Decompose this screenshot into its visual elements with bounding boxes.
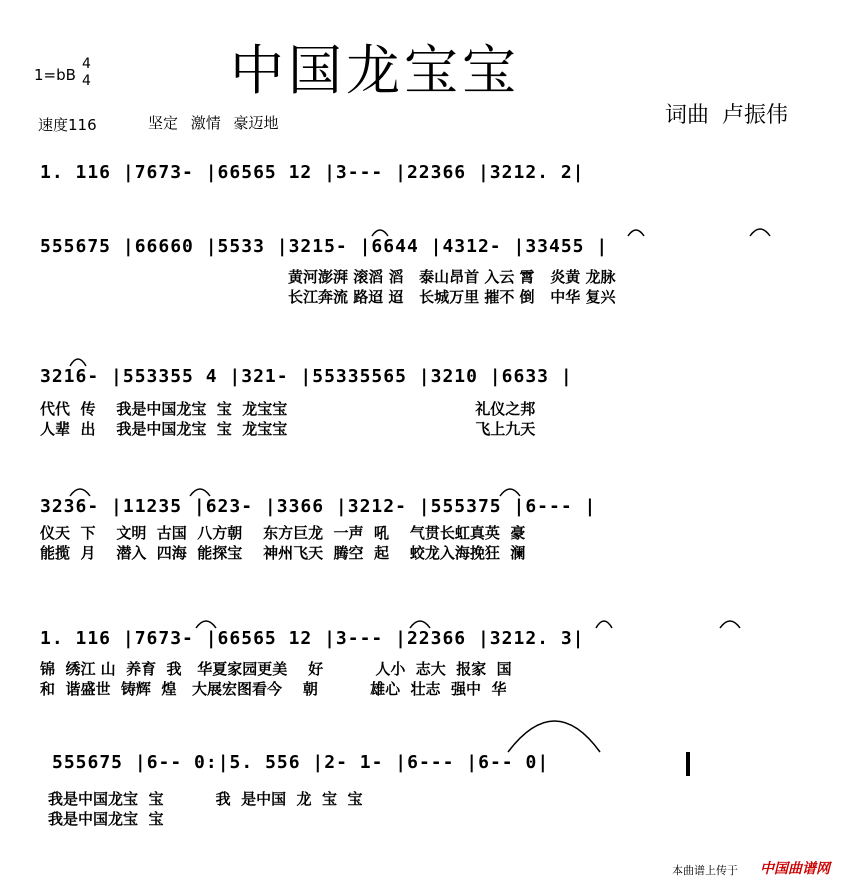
score-system-2: [0, 236, 868, 356]
lyrics-verse-1: 仪天 下 文明 古国 八方朝 东方巨龙 一声 吼 气贯长虹真英 豪: [40, 524, 526, 542]
lyrics-verse-1: 黄河澎湃 滚滔 滔 泰山昂首 入云 霄 炎黄 龙脉: [288, 268, 616, 286]
lyrics-verse-1: 代代 传 我是中国龙宝 宝 龙宝宝 礼仪之邦: [40, 400, 536, 418]
notation-line: 3236- |11235 |623- |3366 |3212- |555375 |6--- |: [40, 496, 597, 517]
notation-line: 1. 116 |7673- |66565 12 |3--- |22366 |3212. 2|: [40, 162, 585, 183]
notation-line: 3216- |553355 4 |321- |55335565 |3210 |6633 |: [40, 366, 573, 387]
slur: [70, 489, 90, 496]
lyrics-verse-2: 长江奔流 路迢 迢 长城万里 摧不 倒 中华 复兴: [288, 288, 616, 306]
lyrics-verse-1: 我是中国龙宝 宝 我 是中国 龙 宝 宝: [48, 790, 363, 808]
slur: [410, 621, 430, 628]
site-logo[interactable]: 中国曲谱网: [760, 861, 830, 877]
song-title: 中国龙宝宝: [230, 39, 520, 102]
score-system-5: [0, 628, 868, 748]
notation-line: 555675 |6-- 0:|5. 556 |2- 1- |6--- |6-- 0|: [52, 752, 550, 773]
score-system-3: [0, 366, 868, 486]
expression-marking: 坚定 激情 豪迈地: [148, 114, 279, 132]
tempo-marking: 速度116: [38, 116, 97, 134]
upload-notice: 本曲谱上传于: [672, 864, 738, 877]
lyrics-verse-2: 能揽 月 潜入 四海 能探宝 神州飞天 腾空 起 蛟龙入海挽狂 澜: [40, 544, 526, 562]
notation-line: 1. 116 |7673- |66565 12 |3--- |22366 |3212. 3|: [40, 628, 585, 649]
slur: [196, 621, 216, 628]
lyrics-verse-1: 锦 绣江 山 养育 我 华夏家园更美 好 人小 志大 报家 国: [40, 660, 512, 678]
score-system-6: [0, 752, 868, 872]
slur: [720, 621, 740, 628]
time-signature-top: 4: [82, 56, 91, 72]
lyrics-verse-2: 人辈 出 我是中国龙宝 宝 龙宝宝 飞上九天: [40, 420, 536, 438]
time-signature-bottom: 4: [82, 73, 91, 89]
notation-line: 555675 |66660 |5533 |3215- |6644 |4312- |33455 |: [40, 236, 609, 257]
slur: [596, 621, 612, 628]
composer-credit: 词曲 卢振伟: [665, 103, 788, 128]
slur: [70, 359, 86, 366]
time-signature: [82, 56, 91, 90]
lyrics-verse-2: 我是中国龙宝 宝: [48, 810, 164, 828]
slur: [190, 489, 210, 496]
key-signature: 1=bB: [34, 66, 76, 84]
score-system-4: [0, 496, 868, 616]
lyrics-verse-2: 和 谐盛世 铸辉 煌 大展宏图看今 朝 雄心 壮志 强中 华: [40, 680, 507, 698]
slur: [500, 489, 520, 496]
